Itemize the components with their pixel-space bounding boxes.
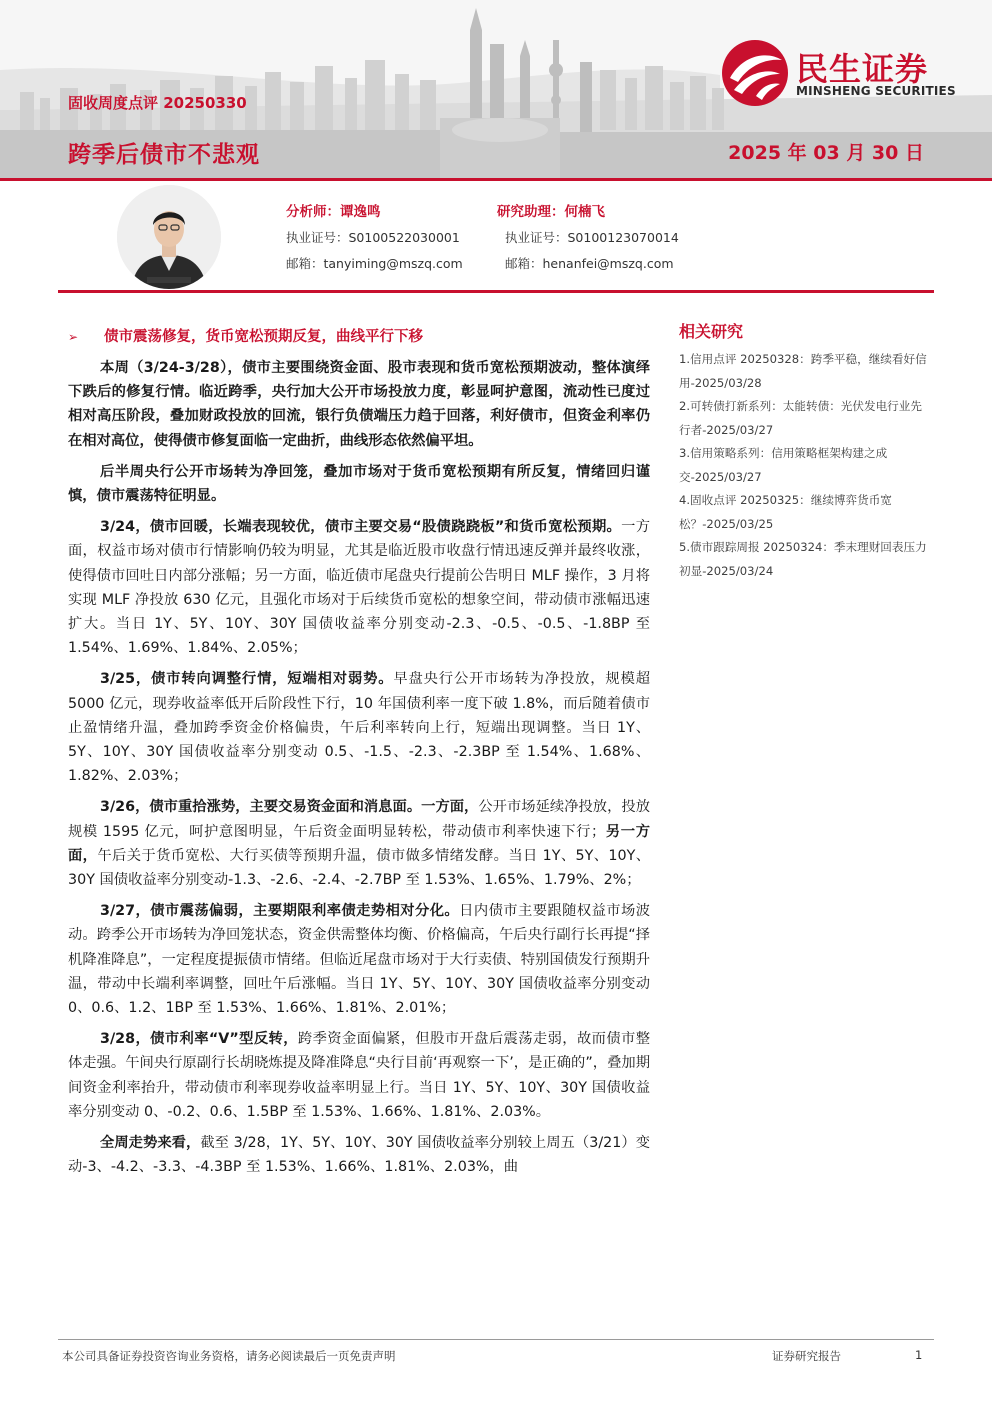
article-paragraph (68, 356, 650, 453)
article-paragraph (68, 515, 650, 660)
header-divider (0, 178, 992, 181)
paragraph-lead: 全周走势来看， (100, 1135, 201, 1152)
paragraph-text: 一方面，权益市场对债市行情影响仍较为明显，尤其是临近股市收盘行情迅速反弹并最终收涨，使得债市回吐日内部分涨幅；另一方面，临近债市尾盘央行提前公告明日 MLF 操作，3 月将实现 MLF 净投放 630 亿元，且强化市场对于后续货币宽松的想象空间，带动债市涨幅迅速扩大。当日 1Y、5Y、10Y、30Y 国债收益率分别变动-2.3、-0.5、-0.5、-1.8BP 至 1.54%、1.69%、1.84%、2.05%； (68, 519, 650, 657)
paragraph-lead-2: 另一方面， (68, 823, 650, 864)
analyst-portrait-icon (117, 185, 221, 289)
related-research-item[interactable]: 1.信用点评 20250328：跨季平稳，继续看好信用-2025/03/28 (679, 352, 927, 390)
analyst-divider (58, 290, 934, 293)
article-body (68, 318, 650, 1187)
paragraph-lead: 后半周央行公开市场转为净回笼，叠加市场对于货币宽松预期有所反复，情绪回归谨慎，债市震荡特征明显。 (68, 463, 650, 505)
analyst-info-2 (497, 199, 679, 277)
analyst-name: 分析师：谭逸鸣 (286, 204, 381, 220)
paragraph-lead: 3/25，债市转向调整行情，短端相对弱势。 (100, 671, 394, 688)
related-research-item[interactable]: 5.债市跟踪周报 20250324：季末理财回表压力初显-2025/03/24 (679, 540, 927, 578)
related-research-item[interactable]: 2.可转债打新系列：太能转债：光伏发电行业先行者-2025/03/27 (679, 399, 922, 437)
header-banner (0, 0, 992, 180)
related-research-title: 相关研究 (679, 322, 744, 341)
paragraph-text: 日内债市主要跟随权益市场波动。跨季公开市场转为净回笼状态，资金供需整体均衡、价格偏高，午后央行副行长再提“择机降准降息”，一定程度提振债市情绪。但临近尾盘市场对于大行卖债、特别国债发行预期升温，带动中长端利率调整，回吐午后涨幅。当日 1Y、5Y、10Y、30Y 国债收益率分别变动 0、0.6、1.2、1BP 至 1.53%、1.66%、1.81%、2.01%； (68, 903, 650, 1017)
logo-chinese-name: 民生证券 (796, 50, 929, 88)
footer-disclaimer: 本公司具备证券投资咨询业务资格，请务必阅读最后一页免责声明 (62, 1349, 396, 1363)
paragraph-lead: 本周（3/24-3/28），债市主要围绕资金面、股市表现和货币宽松预期波动，整体演绎下跌后的修复行情。临近跨季，央行加大公开市场投放力度，彰显呵护意图，流动性已度过相对高压阶段，叠加财政投放的回流，银行负债端压力趋于回落，利好债市，但资金利率仍在相对高位，使得债市修复面临一定曲折，曲线形态依然偏平坦。 (68, 360, 650, 449)
article-paragraph (68, 667, 650, 788)
paragraph-lead: 3/24，债市回暖，长端表现较优，债市主要交易“股债跷跷板”和货币宽松预期。 (100, 519, 622, 536)
article-paragraph (68, 460, 650, 508)
key-point-heading (68, 318, 650, 356)
arrow-bullet-icon: ➢ (68, 330, 79, 344)
report-series-tag: 固收周度点评 20250330 (68, 94, 247, 112)
article-paragraph (68, 795, 650, 892)
key-point-text: 债市震荡修复，货币宽松预期反复，曲线平行下移 (104, 329, 423, 345)
related-research-sidebar (679, 318, 929, 583)
related-research-item[interactable]: 4.固收点评 20250325：继续博弈货币宽松？-2025/03/25 (679, 493, 892, 531)
analyst-cert: 执业证号：S0100522030001 (286, 230, 460, 245)
article-paragraph (68, 1131, 650, 1179)
article-paragraph (68, 899, 650, 1020)
paragraph-text: 公开市场延续净投放，投放规模 1595 亿元，呵护意图明显，午后资金面明显转松，带动债市利率快速下行； (68, 799, 651, 840)
minsheng-logo (720, 38, 960, 108)
paragraph-text-2: 午后关于货币宽松、大行买债等预期升温，债市做多情绪发酵。当日 1Y、5Y、10Y、30Y 国债收益率分别变动-1.3、-2.6、-2.4、-2.7BP 至 1.53%、1.65%、1.79%、2%； (68, 847, 651, 889)
footer-divider (58, 1339, 934, 1340)
page-number: 1 (915, 1348, 923, 1362)
assistant-name: 研究助理：何楠飞 (497, 204, 605, 220)
report-date: 2025 年 03 月 30 日 (728, 142, 924, 164)
related-research-item[interactable]: 3.信用策略系列：信用策略框架构建之成交-2025/03/27 (679, 446, 888, 484)
paragraph-text: 截至 3/28，1Y、5Y、10Y、30Y 国债收益率分别较上周五（3/21）变动-3、-4.2、-3.3、-4.3BP 至 1.53%、1.66%、1.81%、2.03%，曲 (68, 1135, 650, 1176)
analyst-email[interactable]: 邮箱：tanyiming@mszq.com (286, 256, 463, 271)
paragraph-lead: 3/26，债市重拾涨势，主要交易资金面和消息面。一方面， (100, 799, 479, 816)
minsheng-logo-mark-icon (720, 38, 790, 108)
analyst-info-1 (286, 199, 463, 277)
analyst-avatar (117, 185, 221, 289)
logo-english-name: MINSHENG SECURITIES (796, 84, 956, 98)
paragraph-text: 跨季资金面偏紧，但股市开盘后震荡走弱，故而债市整体走强。午间央行原副行长胡晓炼提及降准降息“央行目前‘再观察一下’，是正确的”，叠加期间资金利率抬升，带动债市利率现券收益率明显上行。当日 1Y、5Y、10Y、30Y 国债收益率分别变动 0、-0.2、0.6、1.5BP 至 1.53%、1.66%、1.81%、2.03%。 (68, 1031, 650, 1120)
report-title: 跨季后债市不悲观 (68, 142, 260, 168)
article-paragraph (68, 1027, 650, 1124)
paragraph-lead: 3/27，债市震荡偏弱，主要期限利率债走势相对分化。 (100, 903, 460, 920)
assistant-cert: 执业证号：S0100123070014 (505, 230, 679, 245)
footer-report-type: 证券研究报告 (772, 1349, 841, 1363)
paragraph-lead: 3/28，债市利率“V”型反转， (100, 1031, 298, 1048)
paragraph-text: 早盘央行公开市场转为净投放，规模超 5000 亿元，现券收益率低开后阶段性下行，10 年国债利率一度下破 1.8%，而后随着债市止盈情绪升温，叠加跨季资金价格偏贵，午后利率转向上行，短端出现调整。当日 1Y、5Y、10Y、30Y 国债收益率分别变动 0.5、-1.5、-2.3、-2.3BP 至 1.54%、1.68%、1.82%、2.03%； (68, 671, 650, 785)
assistant-email[interactable]: 邮箱：henanfei@mszq.com (505, 256, 674, 271)
